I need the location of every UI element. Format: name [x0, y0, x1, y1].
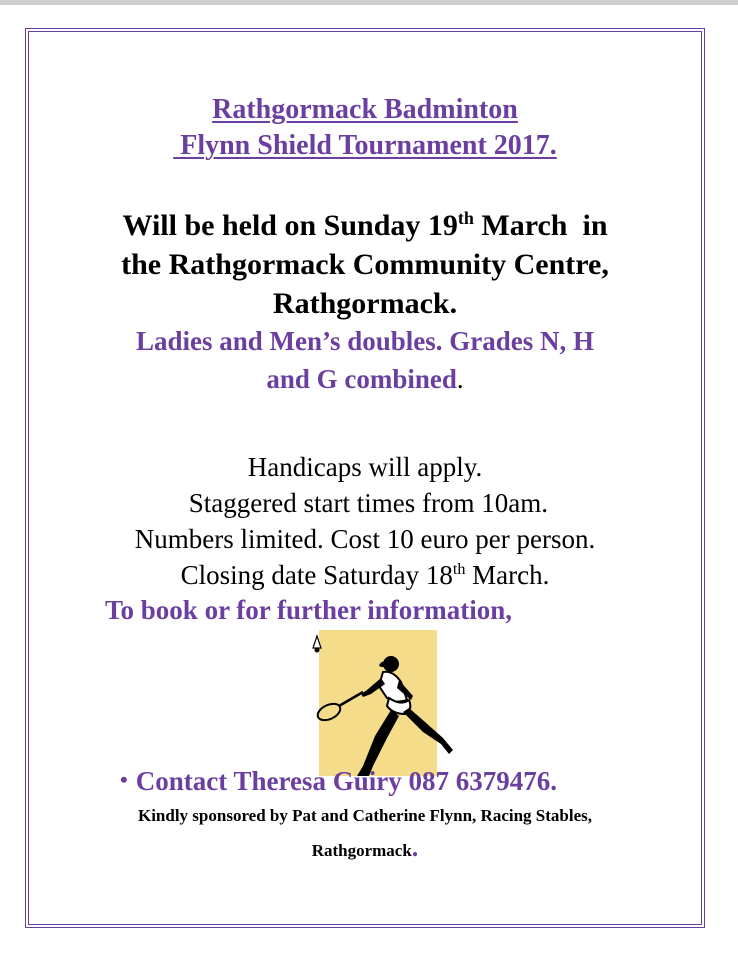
closing-date-month: March. [465, 560, 550, 590]
categories-period: . [456, 364, 464, 394]
contact-text: Contact Theresa Guiry 087 6379476. [135, 766, 557, 796]
held-date-suffix: th [457, 208, 474, 228]
booking-heading: To book or for further information, [105, 595, 513, 625]
sponsor-period: . [411, 833, 419, 862]
title-line-2: Flynn Shield Tournament 2017. [173, 130, 557, 161]
top-edge-line [0, 0, 738, 5]
numbers-cost-text: Numbers limited. Cost 10 euro per person. [134, 524, 596, 554]
closing-date-text [25, 557, 705, 593]
bullet-icon: • [120, 767, 128, 792]
player-figure [357, 656, 453, 776]
held-date-text: Will be held on Sunday 19 [122, 209, 458, 242]
sponsor-line-2 [25, 834, 705, 865]
shuttlecock-icon [313, 636, 321, 653]
rules [25, 449, 705, 593]
held-month-text: March in [473, 209, 608, 242]
poster [25, 28, 705, 928]
poster-title [25, 92, 705, 164]
sponsor-location: Rathgormack [311, 841, 412, 860]
event-details [25, 206, 705, 323]
badminton-player-icon [283, 626, 473, 782]
categories-line-2-text: and G combined [266, 364, 457, 394]
racket-icon [315, 692, 363, 723]
sponsor-line-1: Kindly sponsored by Pat and Catherine Flynn, Racing Stables, [137, 806, 593, 825]
closing-date-main: Closing date Saturday 18 [180, 560, 453, 590]
categories [25, 322, 705, 398]
handicaps-text: Handicaps will apply. [247, 452, 483, 482]
held-line-2: the Rathgormack Community Centre, [121, 248, 609, 281]
title-line-1: Rathgormack Badminton [212, 94, 518, 125]
start-times-text: Staggered start times from 10am. [182, 488, 548, 518]
categories-line-1: Ladies and Men’s doubles. Grades N, H [135, 326, 595, 356]
contact-line [120, 762, 557, 799]
held-line-3: Rathgormack. [272, 287, 458, 320]
categories-line-2 [25, 360, 705, 398]
closing-date-suffix: th [452, 560, 466, 578]
held-line-1 [25, 206, 705, 245]
badminton-clipart [319, 630, 437, 776]
